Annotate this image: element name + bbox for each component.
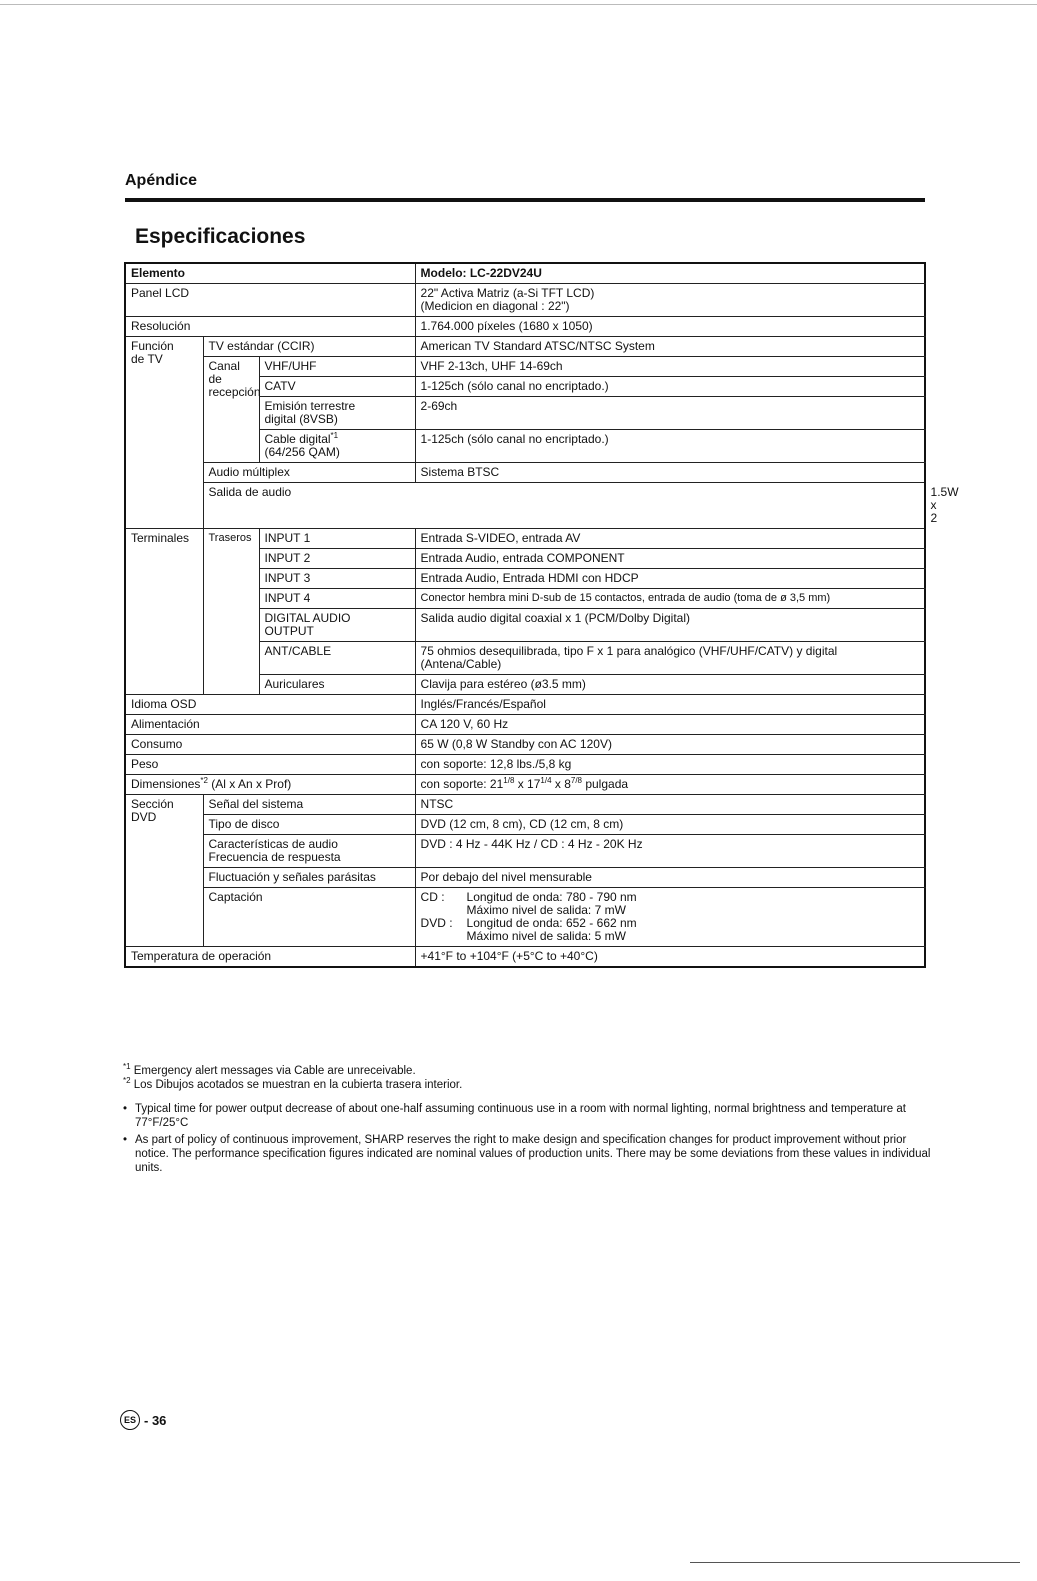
row-value: Por debajo del nivel mensurable: [415, 868, 925, 888]
table-row: [125, 284, 925, 317]
row-label: Peso: [125, 755, 415, 775]
bullet-list: [123, 1102, 933, 1175]
footnote-1: $^{*1}$ Emergency alert messages via Cable are unreceivable.: [123, 1062, 416, 1077]
section-heading: Apéndice: [125, 172, 198, 189]
row-label: Resolución: [125, 317, 415, 337]
row-label: Idioma OSD: [125, 695, 415, 715]
row-label: Consumo: [125, 735, 415, 755]
page-number: ES - 36: [120, 1410, 166, 1430]
list-item: • As part of policy of continuous improvement, SHARP reserves the right to make design and specification changes for product improvement without prior notice. The performance specification figures indicated are nominal values of production units. There may be some deviations from these values in individual units.: [123, 1133, 933, 1175]
table-row: [125, 947, 925, 968]
row-label: Características de audio Frecuencia de respuesta: [203, 835, 415, 868]
group-label-terminals: Terminales: [125, 529, 203, 695]
row-label: DIGITAL AUDIO OUTPUT: [259, 609, 415, 642]
table-row: [125, 735, 925, 755]
row-label: Captación: [203, 888, 415, 947]
row-value: 22" Activa Matriz (a-Si TFT LCD) (Medicion en diagonal : 22"): [415, 284, 925, 317]
row-value: 75 ohmios desequilibrada, tipo F x 1 para analógico (VHF/UHF/CATV) y digital (Antena/Cable): [415, 642, 925, 675]
row-value: Conector hembra mini D-sub de 15 contactos, entrada de audio (toma de ø 3,5 mm): [415, 589, 925, 609]
row-label: Salida de audio: [203, 483, 925, 529]
row-value: 2-69ch: [415, 397, 925, 430]
row-label: TV estándar (CCIR): [203, 337, 415, 357]
table-row: [125, 695, 925, 715]
table-row: [125, 815, 925, 835]
bottom-border-line: [690, 1562, 1020, 1563]
table-row: [125, 755, 925, 775]
table-row: [125, 888, 925, 947]
section-rule: [125, 198, 925, 202]
table-header-row: [125, 263, 925, 284]
table-row: [125, 529, 925, 549]
row-value: Clavija para estéreo (ø3.5 mm): [415, 675, 925, 695]
row-value: Inglés/Francés/Español: [415, 695, 925, 715]
notes: [123, 1064, 933, 1178]
header-model: Modelo: LC-22DV24U: [415, 263, 925, 284]
row-label: Panel LCD: [125, 284, 415, 317]
row-label: Audio múltiplex: [203, 463, 415, 483]
row-label: INPUT 3: [259, 569, 415, 589]
footnote-marker: *1: [330, 431, 339, 440]
row-label: Señal del sistema: [203, 795, 415, 815]
row-value: 1-125ch (sólo canal no encriptado.): [415, 377, 925, 397]
page-title: Especificaciones: [135, 225, 306, 248]
row-value: NTSC: [415, 795, 925, 815]
row-value: Sistema BTSC: [415, 463, 925, 483]
table-row: [125, 868, 925, 888]
row-value: DVD (12 cm, 8 cm), CD (12 cm, 8 cm): [415, 815, 925, 835]
table-row: [125, 835, 925, 868]
group-label-reception: Canal de recepción: [203, 357, 259, 463]
row-value: VHF 2-13ch, UHF 14-69ch: [415, 357, 925, 377]
row-label: Fluctuación y señales parásitas: [203, 868, 415, 888]
table-row: [125, 795, 925, 815]
row-label: INPUT 4: [259, 589, 415, 609]
footnote-marker: *2: [200, 776, 208, 785]
row-label: Temperatura de operación: [125, 947, 415, 968]
row-label: Alimentación: [125, 715, 415, 735]
row-value: 1-125ch (sólo canal no encriptado.): [415, 430, 925, 463]
header-item: Elemento: [125, 263, 415, 284]
top-border-line: [0, 4, 1037, 5]
row-label: INPUT 1: [259, 529, 415, 549]
row-value: con soporte: $21^{1/8}$ x $17^{1/4}$ x $8^{7/8}$ pulgada: [415, 775, 925, 795]
row-value: con soporte: 12,8 lbs./5,8 kg: [415, 755, 925, 775]
row-value: Salida audio digital coaxial x 1 (PCM/Dolby Digital): [415, 609, 925, 642]
row-value: CD : Longitud de onda: 780 - 790 nm Máximo nivel de salida: 7 mW DVD : Longitud de onda: 652 - 662 nm Máximo nivel de salida: 5 mW: [415, 888, 925, 947]
row-label: Dimensiones$^{*2}$ (Al x An x Prof): [125, 775, 415, 795]
table-row: [125, 463, 925, 483]
row-value: Entrada Audio, entrada COMPONENT: [415, 549, 925, 569]
group-label-tv: Función de TV: [125, 337, 203, 529]
table-row: [125, 337, 925, 357]
row-value: American TV Standard ATSC/NTSC System: [415, 337, 925, 357]
row-label: VHF/UHF: [259, 357, 415, 377]
row-label: Cable digital$^{*1}$ (64/256 QAM): [259, 430, 415, 463]
row-value: 65 W (0,8 W Standby con AC 120V): [415, 735, 925, 755]
row-value: Entrada S-VIDEO, entrada AV: [415, 529, 925, 549]
group-label-dvd: Sección DVD: [125, 795, 203, 947]
row-label: INPUT 2: [259, 549, 415, 569]
table-row: [125, 775, 925, 795]
row-label: Tipo de disco: [203, 815, 415, 835]
table-row: Salida de audio 1.5W x 2: [125, 483, 925, 529]
table-row: [125, 715, 925, 735]
row-label: Auriculares: [259, 675, 415, 695]
row-value: CA 120 V, 60 Hz: [415, 715, 925, 735]
row-label: CATV: [259, 377, 415, 397]
row-value: 1.764.000 píxeles (1680 x 1050): [415, 317, 925, 337]
row-value: DVD : 4 Hz - 44K Hz / CD : 4 Hz - 20K Hz: [415, 835, 925, 868]
list-item: • Typical time for power output decrease of about one-half assuming continuous use in a room with normal lighting, normal brightness and temperature at 77°F/25°C: [123, 1102, 933, 1130]
row-label: Emisión terrestre digital (8VSB): [259, 397, 415, 430]
row-label: ANT/CABLE: [259, 642, 415, 675]
row-value: Entrada Audio, Entrada HDMI con HDCP: [415, 569, 925, 589]
footnote-2: $^{*2}$ Los Dibujos acotados se muestran en la cubierta trasera interior.: [123, 1076, 463, 1091]
row-value: +41°F to +104°F (+5°C to +40°C): [415, 947, 925, 968]
specifications-table: [124, 262, 959, 968]
table-row: [125, 317, 925, 337]
table-row: [125, 357, 925, 377]
group-label-rear: Traseros: [203, 529, 259, 695]
language-badge-icon: ES: [120, 1410, 140, 1430]
